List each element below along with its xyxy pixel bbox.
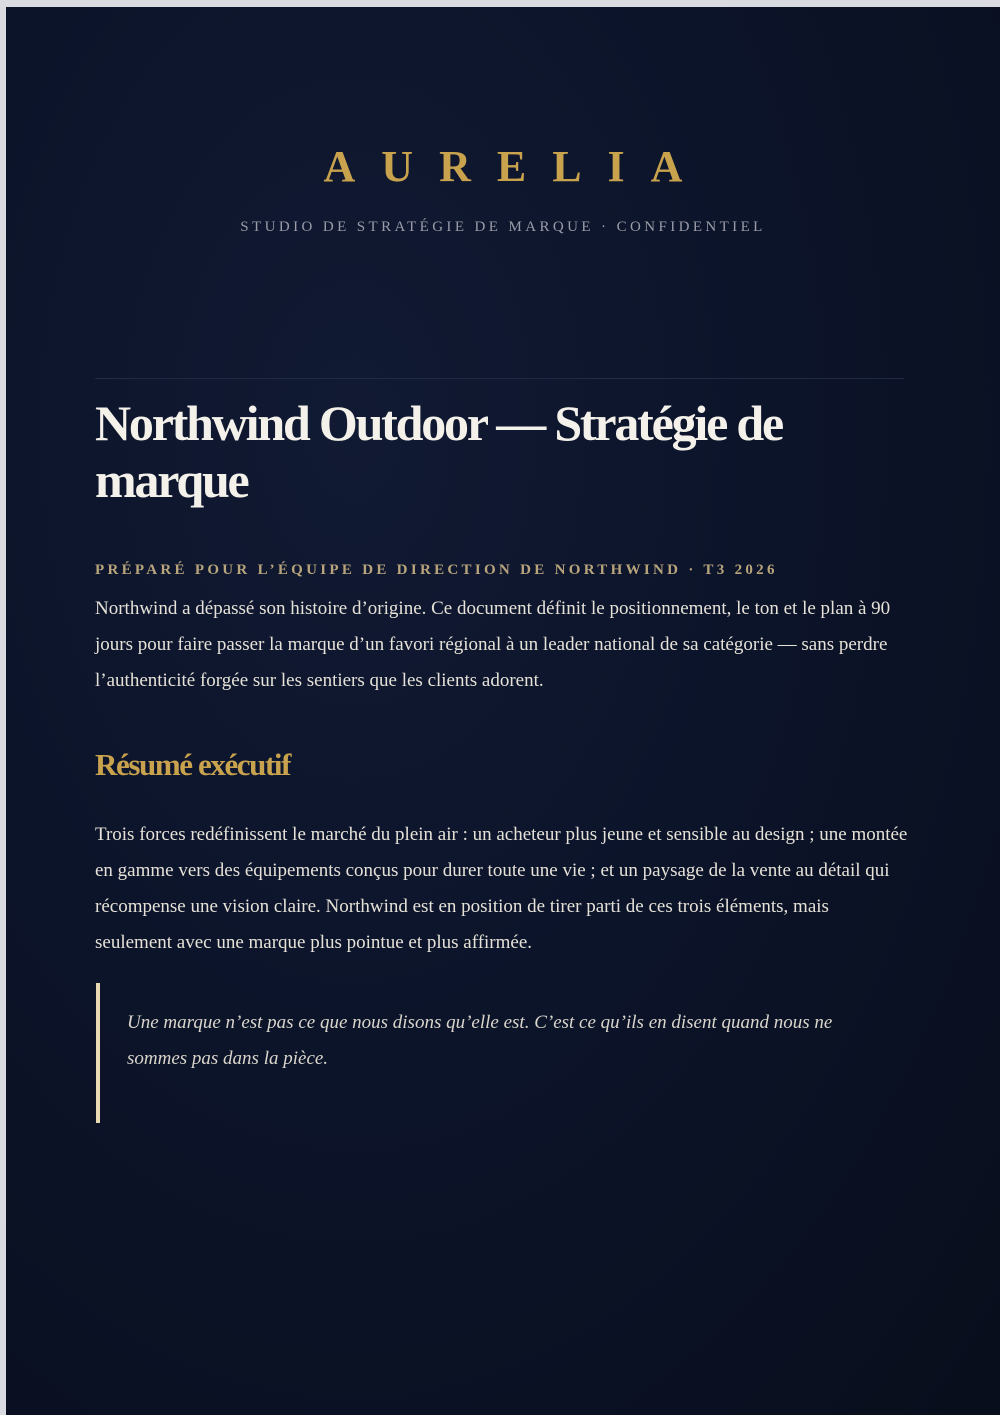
header-divider [95, 378, 904, 379]
intro-paragraph: Northwind a dépassé son histoire d’origine. Ce document définit le positionnement, le ton et le plan à 90 jours pour faire passer la marque d’un favori régional à un leader national de sa catégorie — sans perdre l’authenticité forgée sur les sentiers que les clients adorent. [95, 598, 891, 691]
document-title: Northwind Outdoor — Stratégie de marque [95, 395, 782, 508]
executive-summary-heading: Résumé exécutif [95, 747, 291, 782]
document-page [6, 7, 1000, 1415]
pull-quote-text: Une marque n’est pas ce que nous disons qu’elle est. C’est ce qu’ils en disent quand nous ne sommes pas dans la pièce. [127, 1012, 833, 1069]
brand-wordmark: AURELIA [323, 142, 709, 191]
pull-quote [96, 983, 866, 1123]
executive-summary-paragraph: Trois forces redéfinissent le marché du plein air : un acheteur plus jeune et sensible au design ; une montée en gamme vers des équipements conçus pour durer toute une vie ; et un paysage de la vente au détail qui récompense une vision claire. Northwind est en position de tirer parti de ces trois éléments, mais seulement avec une marque plus pointue et plus affirmée. [95, 824, 908, 953]
quote-accent-bar [96, 983, 100, 1123]
brand-tagline: STUDIO DE STRATÉGIE DE MARQUE · CONFIDENTIEL [240, 219, 766, 235]
prepared-for-line: PRÉPARÉ POUR L’ÉQUIPE DE DIRECTION DE NORTHWIND · T3 2026 [95, 562, 778, 578]
